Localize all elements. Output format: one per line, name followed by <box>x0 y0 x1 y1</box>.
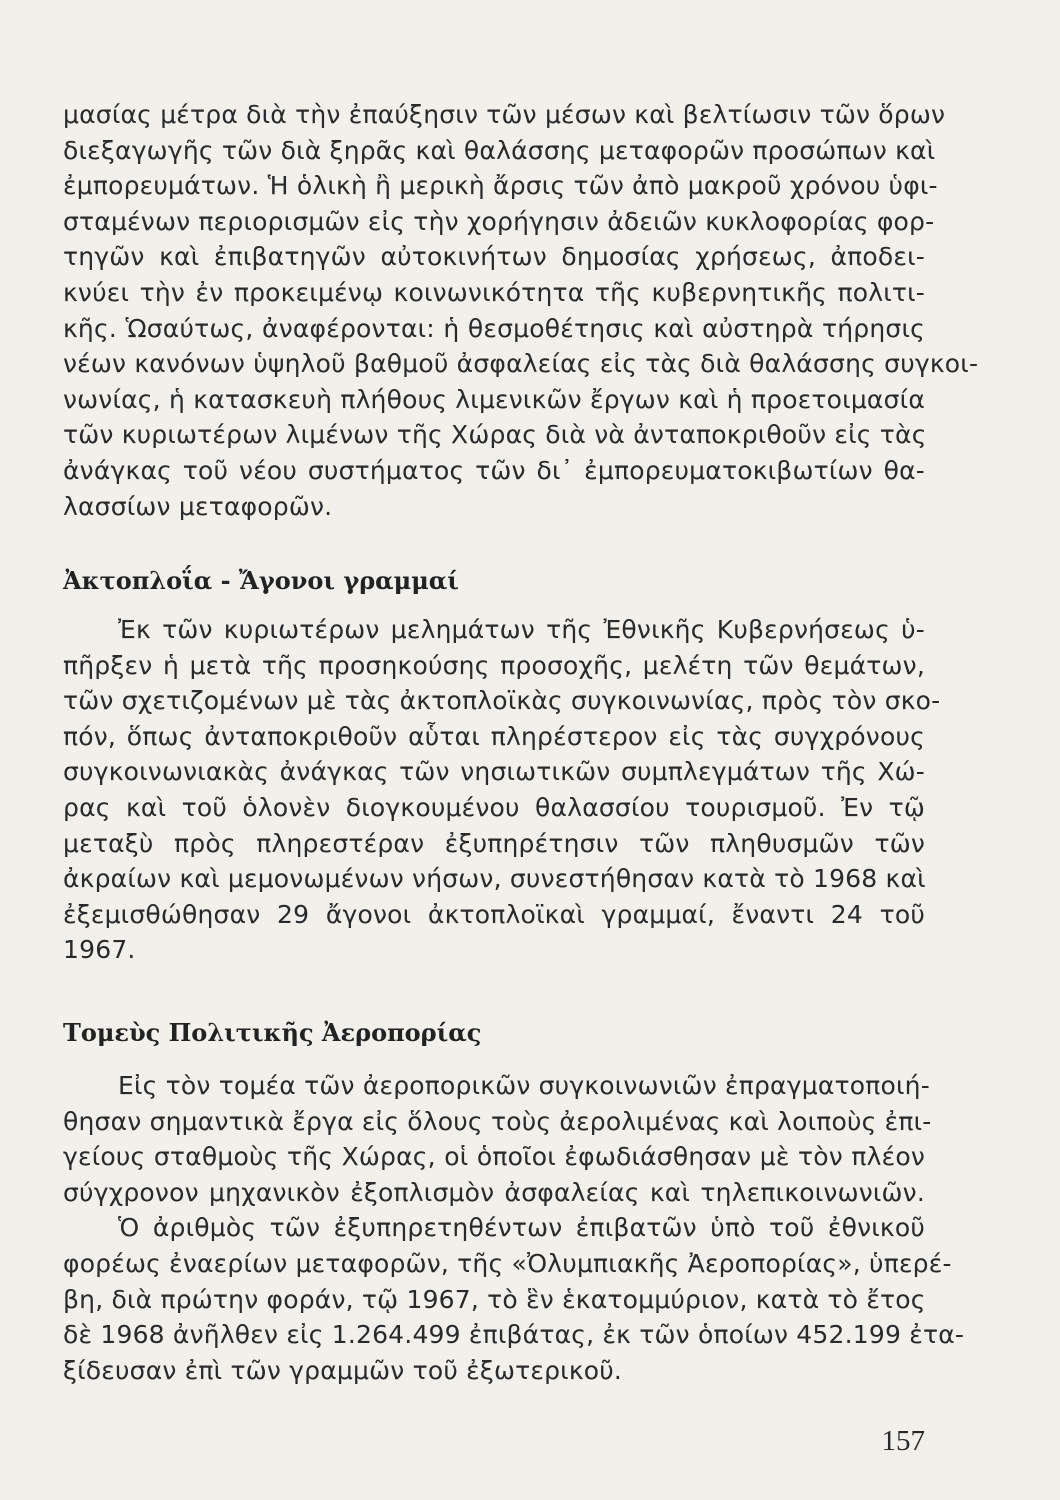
text-line: γείους σταθμοὺς τῆς Χώρας, οἱ ὁποῖοι ἐφωδιάσθησαν μὲ τὸν πλέον <box>63 1142 925 1172</box>
text-line: τῶν σχετιζομένων μὲ τὰς ἀκτοπλοϊκὰς συγκοινωνίας, πρὸς τὸν σκο- <box>63 686 941 716</box>
text-line: θησαν σημαντικὰ ἔργα εἰς ὅλους τοὺς ἀερολιμένας καὶ λοιποὺς ἐπι- <box>63 1106 932 1136</box>
page-number: 157 <box>881 1425 925 1457</box>
paragraph-civil-aviation <box>63 1068 965 1388</box>
text-line: βη, διὰ πρώτην φοράν, τῷ 1967, τὸ ἓν ἑκατομμύριον, κατὰ τὸ ἔτος <box>63 1284 926 1314</box>
text-line: σύγχρονον μηχανικὸν ἐξοπλισμὸν ἀσφαλείας καὶ τηλεπικοινωνιῶν. <box>63 1177 925 1207</box>
text-line: λασσίων μεταφορῶν. <box>63 491 333 521</box>
text-line: πόν, ὅπως ἀνταποκριθοῦν αὗται πληρέστερον εἰς τὰς συγχρόνους <box>63 721 925 751</box>
text-line: νέων κανόνων ὑψηλοῦ βαθμοῦ ἀσφαλείας εἰς τὰς διὰ θαλάσσης συγκοι- <box>63 349 979 379</box>
text-line: νωνίας, ἡ κατασκευὴ πλήθους λιμενικῶν ἔργων καὶ ἡ προετοιμασία <box>63 384 925 414</box>
text-line: κῆς. Ὡσαύτως, ἀναφέρονται: ἡ θεσμοθέτησις καὶ αὐστηρὰ τήρησις <box>63 313 925 343</box>
text-line: διεξαγωγῆς τῶν διὰ ξηρᾶς καὶ θαλάσσης μεταφορῶν προσώπων καὶ <box>63 135 936 165</box>
text-line: 1967. <box>63 935 136 965</box>
text-line: ξίδευσαν ἐπὶ τῶν γραμμῶν τοῦ ἐξωτερικοῦ. <box>63 1355 623 1385</box>
section-heading-coastal-shipping: Ἀκτοπλοΐα - Ἄγονοι γραμμαί <box>63 566 459 595</box>
text-line: συγκοινωνιακὰς ἀνάγκας τῶν νησιωτικῶν συμπλεγμάτων τῆς Χώ- <box>63 757 925 787</box>
text-line: μασίας μέτρα διὰ τὴν ἐπαύξησιν τῶν μέσων καὶ βελτίωσιν τῶν ὅρων <box>63 100 946 129</box>
text-line: ἀκραίων καὶ μεμονωμένων νήσων, συνεστήθησαν κατὰ τὸ 1968 καὶ <box>63 864 926 894</box>
text-line: ἐμπορευμάτων. Ἡ ὁλικὴ ἢ μερικὴ ἄρσις τῶν ἀπὸ μακροῦ χρόνου ὑφι- <box>63 171 938 201</box>
text-line: πῆρξεν ἡ μετὰ τῆς προσηκούσης προσοχῆς, μελέτη τῶν θεμάτων, <box>63 650 925 680</box>
text-line: Ἐκ τῶν κυριωτέρων μελημάτων τῆς Ἐθνικῆς Κυβερνήσεως ὑ- <box>118 615 925 644</box>
text-line: ἀνάγκας τοῦ νέου συστήματος τῶν δι᾽ ἐμπορευματοκιβωτίων θα- <box>63 455 925 485</box>
text-line: τῶν κυριωτέρων λιμένων τῆς Χώρας διὰ νὰ ἀνταποκριθοῦν εἰς τὰς <box>63 420 927 450</box>
text-line: σταμένων περιορισμῶν εἰς τὴν χορήγησιν ἀδειῶν κυκλοφορίας φορ- <box>63 206 935 236</box>
text-line: μεταξὺ πρὸς πληρεστέραν ἐξυπηρέτησιν τῶν πληθυσμῶν τῶν <box>63 828 925 858</box>
section-heading-civil-aviation: Τομεὺς Πολιτικῆς Ἀεροπορίας <box>63 1018 482 1047</box>
text-line: δὲ 1968 ἀνῆλθεν εἰς 1.264.499 ἐπιβάτας, ἐκ τῶν ὁποίων 452.199 ἐτα- <box>63 1320 965 1350</box>
text-line: ρας καὶ τοῦ ὁλονὲν διογκουμένου θαλασσίου τουρισμοῦ. Ἐν τῷ <box>63 792 925 822</box>
text-line: κνύει τὴν ἐν προκειμένῳ κοινωνικότητα τῆς κυβερνητικῆς πολιτι- <box>63 277 925 307</box>
paragraph-coastal-shipping <box>63 612 941 968</box>
text-line: Εἰς τὸν τομέα τῶν ἀεροπορικῶν συγκοινωνιῶν ἐπραγματοποιή- <box>118 1071 930 1100</box>
text-line: Ὁ ἀριθμὸς τῶν ἐξυπηρετηθέντων ἐπιβατῶν ὑπὸ τοῦ ἐθνικοῦ <box>118 1213 925 1243</box>
text-line: τηγῶν καὶ ἐπιβατηγῶν αὐτοκινήτων δημοσίας χρήσεως, ἀποδει- <box>63 242 925 272</box>
text-line: ἐξεμισθώθησαν 29 ἄγονοι ἀκτοπλοϊκαὶ γραμμαί, ἔναντι 24 τοῦ <box>63 899 925 929</box>
text-line: φορέως ἐναερίων μεταφορῶν, τῆς «Ὀλυμπιακῆς Ἀεροπορίας», ὑπερέ- <box>63 1248 952 1278</box>
paragraph-transport-measures <box>63 97 979 524</box>
